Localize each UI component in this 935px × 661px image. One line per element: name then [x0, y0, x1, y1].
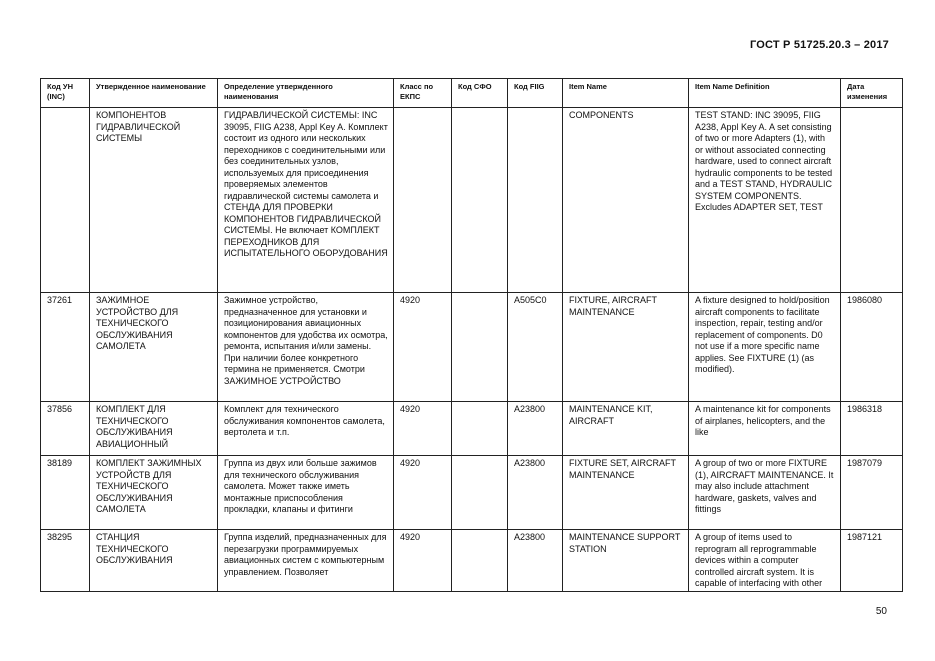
column-header-definition-ru: Определение утвержденного наименования	[218, 79, 394, 108]
cell-name-ru: ЗАЖИМНОЕ УСТРОЙСТВО ДЛЯ ТЕХНИЧЕСКОГО ОБСЛУЖИВАНИЯ САМОЛЕТА	[90, 293, 218, 402]
cell-date: 1986318	[841, 402, 903, 456]
cell-sfo	[452, 108, 508, 293]
cell-item-name: MAINTENANCE KIT, AIRCRAFT	[563, 402, 689, 456]
cell-sfo	[452, 456, 508, 530]
column-header-class: Класс по ЕКПС	[394, 79, 452, 108]
column-header-sfo: Код СФО	[452, 79, 508, 108]
cell-sfo	[452, 293, 508, 402]
cell-class: 4920	[394, 456, 452, 530]
cell-item-name: MAINTENANCE SUPPORT STATION	[563, 530, 689, 592]
column-header-item-name-definition: Item Name Definition	[689, 79, 841, 108]
column-header-change-date: Дата изменения	[841, 79, 903, 108]
document-code: ГОСТ Р 51725.20.3 – 2017	[749, 39, 889, 51]
cell-inc: 38295	[41, 530, 90, 592]
cell-sfo	[452, 530, 508, 592]
table-row	[41, 402, 903, 456]
cell-definition-en: TEST STAND: INC 39095, FIIG A238, Appl Key A. A set consisting of two or more Adapters (1), with or without associated connecting hardware, used to connect aircraft hydraulic components to be tested and a TEST STAND, HYDRAULIC SYSTEM COMPONENTS. Excludes ADAPTER SET, TEST	[689, 108, 841, 293]
cell-inc: 37856	[41, 402, 90, 456]
cell-fiig: A23800	[508, 456, 563, 530]
cell-name-ru: КОМПОНЕНТОВ ГИДРАВЛИЧЕСКОЙ СИСТЕМЫ	[90, 108, 218, 293]
page-number: 50	[875, 606, 887, 617]
column-header-inc: Код УН (INC)	[41, 79, 90, 108]
column-header-item-name: Item Name	[563, 79, 689, 108]
cell-fiig: A23800	[508, 402, 563, 456]
cell-definition-ru: ГИДРАВЛИЧЕСКОЙ СИСТЕМЫ: INC 39095, FIIG A238, Appl Key A. Комплект состоит из одного или нескольких переходников с соединительными или без соединительных узлов, используемых для присоединения проверяемых элементов гидравлической системы самолета и СТЕНДА ДЛЯ ПРОВЕРКИ КОМПОНЕНТОВ ГИДРАВЛИЧЕСКОЙ СИСТЕМЫ. Не включает КОМПЛЕКТ ПЕРЕХОДНИКОВ ДЛЯ ИСПЫТАТЕЛЬНОГО ОБОРУДОВАНИЯ	[218, 108, 394, 293]
cell-class: 4920	[394, 530, 452, 592]
cell-definition-ru: Группа изделий, предназначенных для перезагрузки программируемых авиационных систем с компьютерным управлением. Позволяет	[218, 530, 394, 592]
cell-definition-ru: Группа из двух или больше зажимов для технического обслуживания самолета. Может также иметь монтажные приспособления прокладки, клапаны и фитинги	[218, 456, 394, 530]
cell-class	[394, 108, 452, 293]
cell-date	[841, 108, 903, 293]
cell-class: 4920	[394, 402, 452, 456]
cell-definition-en: A group of items used to reprogram all reprogrammable devices within a computer controlled aircraft system. It is capable of interfacing with other	[689, 530, 841, 592]
cell-name-ru: КОМПЛЕКТ ДЛЯ ТЕХНИЧЕСКОГО ОБСЛУЖИВАНИЯ АВИАЦИОННЫЙ	[90, 402, 218, 456]
cell-inc: 37261	[41, 293, 90, 402]
cell-inc	[41, 108, 90, 293]
cell-sfo	[452, 402, 508, 456]
cell-item-name: FIXTURE SET, AIRCRAFT MAINTENANCE	[563, 456, 689, 530]
cell-inc: 38189	[41, 456, 90, 530]
table-row	[41, 456, 903, 530]
cell-name-ru: СТАНЦИЯ ТЕХНИЧЕСКОГО ОБСЛУЖИВАНИЯ	[90, 530, 218, 592]
cell-definition-ru: Зажимное устройство, предназначенное для установки и позиционирования авиационных компонентов для удобства их осмотра, ремонта, испытания и/или замены. При наличии более конкретного термина не применяется. Смотри ЗАЖИМНОЕ УСТРОЙСТВО	[218, 293, 394, 402]
cell-date: 1986080	[841, 293, 903, 402]
column-header-fiig: Код FIIG	[508, 79, 563, 108]
table-row	[41, 293, 903, 402]
cell-definition-ru: Комплект для технического обслуживания компонентов самолета, вертолета и т.п.	[218, 402, 394, 456]
nomenclature-table	[40, 78, 903, 592]
cell-fiig: A23800	[508, 530, 563, 592]
cell-definition-en: A maintenance kit for components of airplanes, helicopters, and the like	[689, 402, 841, 456]
table-header-row	[41, 79, 903, 108]
column-header-approved-name: Утвержденное наименование	[90, 79, 218, 108]
cell-fiig: A505C0	[508, 293, 563, 402]
cell-class: 4920	[394, 293, 452, 402]
cell-date: 1987079	[841, 456, 903, 530]
cell-item-name: COMPONENTS	[563, 108, 689, 293]
cell-definition-en: A fixture designed to hold/position aircraft components to facilitate inspection, repair, testing and/or replacement of components. D0 not use if a more specific name applies. See FIXTURE (1) (as modified).	[689, 293, 841, 402]
cell-date: 1987121	[841, 530, 903, 592]
cell-item-name: FIXTURE, AIRCRAFT MAINTENANCE	[563, 293, 689, 402]
table-row	[41, 530, 903, 592]
cell-definition-en: A group of two or more FIXTURE (1), AIRCRAFT MAINTENANCE. It may also include attachment hardware, gaskets, valves and fittings	[689, 456, 841, 530]
cell-fiig	[508, 108, 563, 293]
cell-name-ru: КОМПЛЕКТ ЗАЖИМНЫХ УСТРОЙСТВ ДЛЯ ТЕХНИЧЕСКОГО ОБСЛУЖИВАНИЯ САМОЛЕТА	[90, 456, 218, 530]
table-row	[41, 108, 903, 293]
